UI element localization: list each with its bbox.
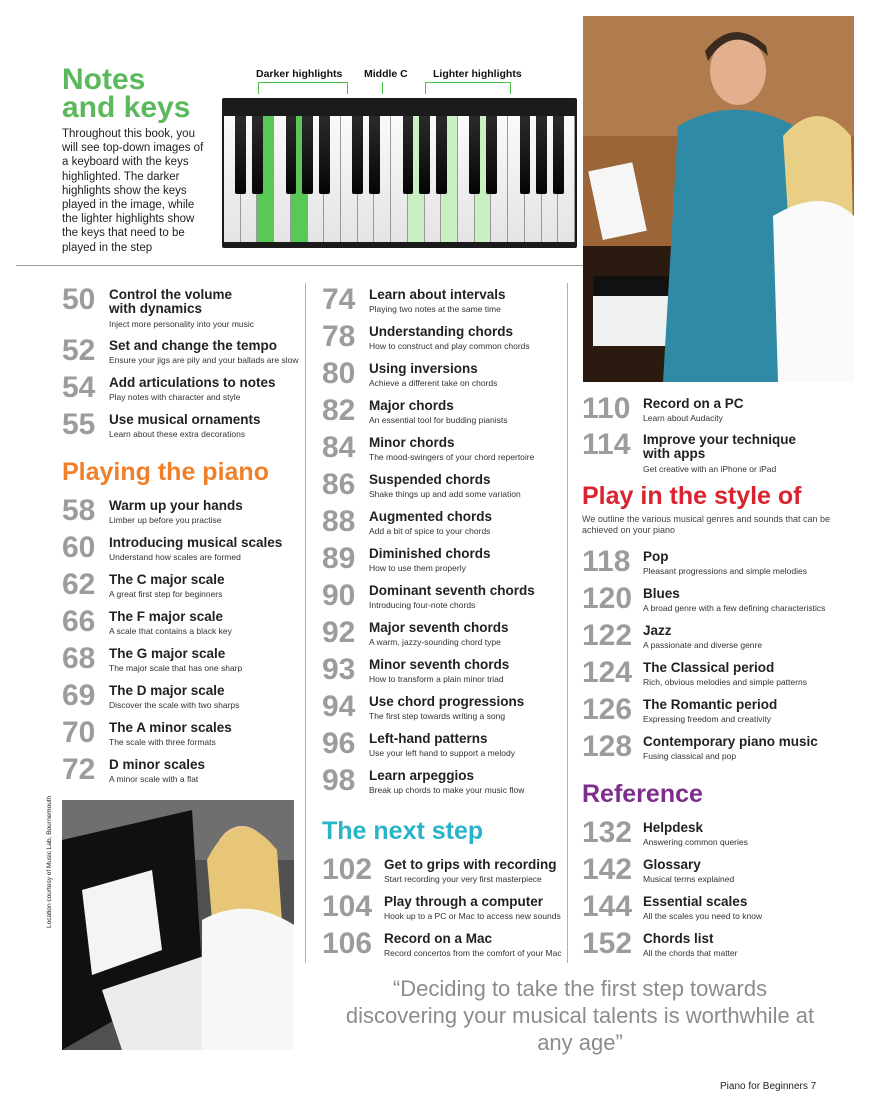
page-number: 84 bbox=[322, 431, 356, 464]
entry-title: Suspended chords bbox=[369, 472, 491, 487]
label-darker-highlights: Darker highlights bbox=[256, 68, 343, 80]
entry-description: Playing two notes at the same time bbox=[369, 304, 501, 314]
entry-title: Left-hand patterns bbox=[369, 731, 488, 746]
page-number: 66 bbox=[62, 605, 96, 638]
page-number: 132 bbox=[582, 816, 633, 849]
black-key bbox=[252, 116, 263, 194]
entry-title: The Romantic period bbox=[643, 697, 778, 712]
entry-title: Introducing musical scales bbox=[109, 535, 283, 550]
entry-description: Introducing four-note chords bbox=[369, 600, 476, 610]
entry-title-line-2: with dynamics bbox=[109, 301, 203, 316]
section-title-notes-and-keys bbox=[62, 63, 222, 124]
label-lighter-highlights: Lighter highlights bbox=[433, 68, 522, 80]
entry-title: The D major scale bbox=[109, 683, 225, 698]
black-key bbox=[235, 116, 246, 194]
entry-title: Learn arpeggios bbox=[369, 768, 475, 783]
black-key bbox=[436, 116, 447, 194]
entry-description: A passionate and diverse genre bbox=[643, 640, 763, 650]
entry-description: How to use them properly bbox=[369, 563, 466, 573]
entry-description: A minor scale with a flat bbox=[109, 774, 199, 784]
entry-description: All the scales you need to know bbox=[643, 911, 763, 921]
black-key bbox=[352, 116, 363, 194]
page-number: 114 bbox=[582, 428, 631, 461]
entry-description: Achieve a different take on chords bbox=[369, 378, 498, 388]
page-number: 118 bbox=[582, 545, 631, 578]
page-number: 69 bbox=[62, 679, 96, 712]
column-divider-2 bbox=[567, 283, 568, 963]
entry-title: Control the volume bbox=[109, 287, 233, 302]
page-number: 144 bbox=[582, 890, 633, 923]
entry-description: All the chords that matter bbox=[643, 948, 738, 958]
entry-title: The A minor scales bbox=[109, 720, 232, 735]
black-key bbox=[369, 116, 380, 194]
photo-illustration-2 bbox=[62, 800, 294, 1050]
page-number: 60 bbox=[62, 531, 96, 564]
page-number: 102 bbox=[322, 853, 373, 886]
entry-title: Major seventh chords bbox=[369, 620, 509, 635]
black-key bbox=[520, 116, 531, 194]
entry-description: Use your left hand to support a melody bbox=[369, 748, 515, 758]
entry-title: Minor seventh chords bbox=[369, 657, 510, 672]
entry-title: Warm up your hands bbox=[109, 498, 243, 513]
page-number: 94 bbox=[322, 690, 356, 723]
entry-description: A great first step for beginners bbox=[109, 589, 223, 599]
entry-description: Pleasant progressions and simple melodies bbox=[643, 566, 807, 576]
entry-description: The major scale that has one sharp bbox=[109, 663, 243, 673]
keyboard-diagram bbox=[222, 98, 577, 248]
entry-description: Shake things up and add some variation bbox=[369, 489, 521, 499]
black-key bbox=[319, 116, 330, 194]
page-number: 89 bbox=[322, 542, 356, 575]
section-heading-play-in-the-style-of: Play in the style of bbox=[582, 482, 802, 510]
photo-teacher-and-student bbox=[583, 16, 854, 382]
entry-title: Learn about intervals bbox=[369, 287, 506, 302]
entry-title: Using inversions bbox=[369, 361, 478, 376]
page-number: 152 bbox=[582, 927, 633, 960]
entry-title: Record on a Mac bbox=[384, 931, 493, 946]
entry-title: The Classical period bbox=[643, 660, 775, 675]
page-number: 93 bbox=[322, 653, 356, 686]
page-number: 120 bbox=[582, 582, 633, 615]
entry-title: Blues bbox=[643, 586, 680, 601]
page-number: 74 bbox=[322, 283, 356, 316]
page-footer: Piano for Beginners 7 bbox=[720, 1081, 817, 1092]
entry-title: Record on a PC bbox=[643, 396, 744, 411]
page-number: 68 bbox=[62, 642, 96, 675]
black-key bbox=[469, 116, 480, 194]
entry-title: Dominant seventh chords bbox=[369, 583, 535, 598]
divider bbox=[16, 265, 584, 266]
keyboard-keys bbox=[224, 116, 575, 242]
page-number: 122 bbox=[582, 619, 633, 652]
entry-description: Learn about Audacity bbox=[643, 413, 723, 423]
page-number: 72 bbox=[62, 753, 96, 786]
entry-title-line-2: with apps bbox=[643, 446, 706, 461]
entry-description: Fusing classical and pop bbox=[643, 751, 737, 761]
entry-title: D minor scales bbox=[109, 757, 206, 772]
section-heading-the-next-step: The next step bbox=[322, 817, 484, 845]
entry-description: Discover the scale with two sharps bbox=[109, 700, 240, 710]
page-number: 106 bbox=[322, 927, 373, 960]
lighter-bracket bbox=[425, 82, 511, 94]
entry-title: Diminished chords bbox=[369, 546, 491, 561]
label-middle-c: Middle C bbox=[364, 68, 408, 80]
black-key bbox=[286, 116, 297, 194]
page-number: 104 bbox=[322, 890, 373, 923]
entry-description: A scale that contains a black key bbox=[109, 626, 232, 636]
photo-illustration bbox=[583, 16, 854, 382]
entry-description: Limber up before you practise bbox=[109, 515, 222, 525]
entry-description: Get creative with an iPhone or iPad bbox=[643, 464, 777, 474]
entry-description: Understand how scales are formed bbox=[109, 552, 241, 562]
page-number: 142 bbox=[582, 853, 633, 886]
page-number: 86 bbox=[322, 468, 356, 501]
entry-description: Break up chords to make your music flow bbox=[369, 785, 525, 795]
entry-description: Hook up to a PC or Mac to access new sounds bbox=[384, 911, 561, 921]
entry-description: Play notes with character and style bbox=[109, 392, 241, 402]
page-number: 52 bbox=[62, 334, 96, 367]
entry-description: Expressing freedom and creativity bbox=[643, 714, 772, 724]
entry-description: How to construct and play common chords bbox=[369, 341, 530, 351]
black-key bbox=[486, 116, 497, 194]
page-number: 126 bbox=[582, 693, 633, 726]
entry-description: How to transform a plain minor triad bbox=[369, 674, 504, 684]
entry-title: Major chords bbox=[369, 398, 454, 413]
entry-description: Learn about these extra decorations bbox=[109, 429, 246, 439]
entry-description: A broad genre with a few defining characteristics bbox=[643, 603, 826, 613]
photo-woman-at-piano bbox=[62, 800, 294, 1050]
entry-title: Pop bbox=[643, 549, 669, 564]
entry-title: Add articulations to notes bbox=[109, 375, 276, 390]
entry-title: The C major scale bbox=[109, 572, 225, 587]
black-key bbox=[419, 116, 430, 194]
page-number: 54 bbox=[62, 371, 96, 404]
entry-title: Play through a computer bbox=[384, 894, 544, 909]
page-number: 90 bbox=[322, 579, 356, 612]
entry-title: The G major scale bbox=[109, 646, 226, 661]
entry-description: Rich, obvious melodies and simple patterns bbox=[643, 677, 807, 687]
entry-title: Glossary bbox=[643, 857, 701, 872]
page-number: 82 bbox=[322, 394, 356, 427]
black-key bbox=[536, 116, 547, 194]
page-number: 92 bbox=[322, 616, 356, 649]
column-divider-1 bbox=[305, 283, 306, 963]
entry-title: Jazz bbox=[643, 623, 672, 638]
entry-description: The scale with three formats bbox=[109, 737, 216, 747]
entry-title: Use chord progressions bbox=[369, 694, 525, 709]
entry-title: Contemporary piano music bbox=[643, 734, 818, 749]
entry-title: Essential scales bbox=[643, 894, 748, 909]
page-number: 50 bbox=[62, 283, 96, 316]
black-key bbox=[553, 116, 564, 194]
style-intro: We outline the various musical genres and sounds that can be achieved on your piano bbox=[582, 514, 830, 535]
darker-bracket bbox=[258, 82, 348, 94]
entry-description: Add a bit of spice to your chords bbox=[369, 526, 491, 536]
black-key bbox=[403, 116, 414, 194]
section-heading-playing-the-piano: Playing the piano bbox=[62, 458, 269, 486]
page-number: 110 bbox=[582, 392, 631, 425]
entry-description: A warm, jazzy-sounding chord type bbox=[369, 637, 501, 647]
page-number: 88 bbox=[322, 505, 356, 538]
page-number: 70 bbox=[62, 716, 96, 749]
entry-description: Start recording your very first masterpiece bbox=[384, 874, 542, 884]
entry-description: Record concertos from the comfort of your Mac bbox=[384, 948, 562, 958]
notes-and-keys-intro: Throughout this book, you will see top-down images of a keyboard with the keys highlighted. The darker highlights show the keys played in the image, while the lighter highlights show the keys that need to be played in the step bbox=[62, 128, 204, 254]
page-number: 128 bbox=[582, 730, 633, 763]
page-number: 80 bbox=[322, 357, 356, 390]
keyboard-labels bbox=[222, 68, 562, 98]
page-number: 55 bbox=[62, 408, 96, 441]
page-number: 78 bbox=[322, 320, 356, 353]
entry-title: Helpdesk bbox=[643, 820, 704, 835]
page-number: 58 bbox=[62, 494, 96, 527]
entry-title: Improve your technique bbox=[643, 432, 797, 447]
entry-title: Augmented chords bbox=[369, 509, 493, 524]
entry-title: The F major scale bbox=[109, 609, 224, 624]
page-number: 124 bbox=[582, 656, 633, 689]
entry-title: Get to grips with recording bbox=[384, 857, 557, 872]
entry-description: The first step towards writing a song bbox=[369, 711, 506, 721]
black-key bbox=[302, 116, 313, 194]
title-line-2: and keys bbox=[62, 91, 191, 124]
entry-description: An essential tool for budding pianists bbox=[369, 415, 508, 425]
page-number: 96 bbox=[322, 727, 356, 760]
page-number: 62 bbox=[62, 568, 96, 601]
entry-description: The mood-swingers of your chord repertoire bbox=[369, 452, 535, 462]
entry-description: Answering common queries bbox=[643, 837, 748, 847]
entry-title: Understanding chords bbox=[369, 324, 514, 339]
entry-title: Chords list bbox=[643, 931, 714, 946]
photo-credit bbox=[44, 795, 58, 930]
entry-title: Minor chords bbox=[369, 435, 455, 450]
photo-credit-text: Location courtesy of Music Lab, Bournemouth bbox=[46, 795, 53, 928]
pull-quote: “Deciding to take the first step towards discovering your musical talents is worthwhile at any age” bbox=[345, 976, 815, 1055]
entry-title: Use musical ornaments bbox=[109, 412, 261, 427]
middle-c-pointer bbox=[382, 82, 383, 94]
entry-description: Ensure your jigs are pily and your ballads are slow bbox=[109, 355, 299, 365]
entry-description: Inject more personality into your music bbox=[109, 319, 255, 329]
entry-title: Set and change the tempo bbox=[109, 338, 278, 353]
title-line-1: Notes bbox=[62, 63, 146, 96]
section-heading-reference: Reference bbox=[582, 780, 703, 808]
page-number: 98 bbox=[322, 764, 356, 797]
entry-description: Musical terms explained bbox=[643, 874, 735, 884]
